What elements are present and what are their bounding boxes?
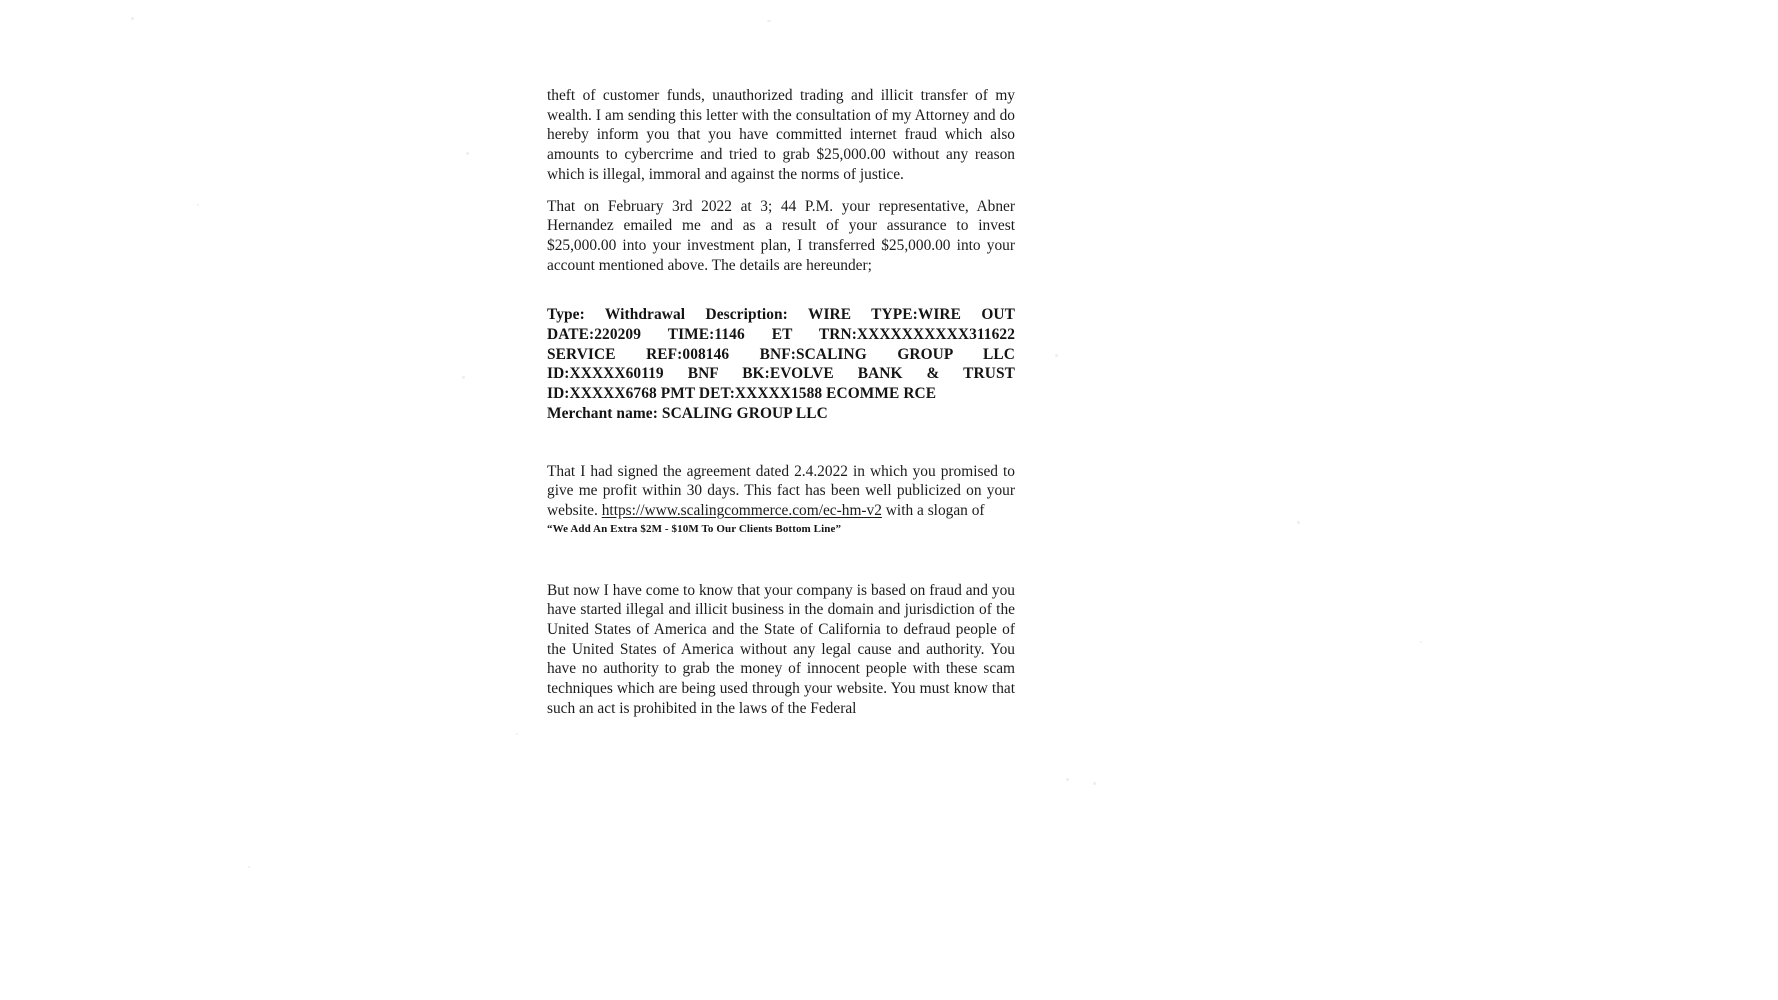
agreement-text-part-2: with a slogan of: [881, 501, 985, 519]
letter-body: [547, 86, 1015, 719]
agreement-text-part-1: That I had signed the agreement dated 2.4.2022 in which you promised to give me profit within 30 days. This fact has been well publicized on your website.: [547, 462, 1015, 519]
merchant-name-line: Merchant name: SCALING GROUP LLC: [547, 404, 828, 422]
paragraph-transfer-details: That on February 3rd 2022 at 3; 44 P.M. your representative, Abner Hernandez emailed me and as a result of your assurance to invest $25,000.00 into your investment plan, I transferred $25,000.00 into your account mentioned above. The details are hereunder;: [547, 197, 1015, 274]
paragraph-fraud-allegation: But now I have come to know that your company is based on fraud and you have started illegal and illicit business in the domain and jurisdiction of the United States of America and the State of California to defraud people of the United States of America without any legal cause and authority. You have no authority to grab the money of innocent people with these scam techniques which are being used through your website. You must know that such an act is prohibited in the laws of the Federal: [547, 581, 1015, 717]
company-slogan: “We Add An Extra $2M - $10M To Our Clients Bottom Line”: [547, 522, 842, 535]
wire-transaction-block: [547, 305, 1015, 423]
wire-transaction-details: Type: Withdrawal Description: WIRE TYPE:WIRE OUT DATE:220209 TIME:1146 ET TRN:XXXXXXXXXX311622 SERVICE REF:008146 BNF:SCALING GROUP LLC ID:XXXXX60119 BNF BK:EVOLVE BANK & TRUST ID:XXXXX6768 PMT DET:XXXXX1588 ECOMME RCE: [547, 306, 1015, 403]
paragraph-agreement: [547, 462, 1015, 537]
paragraph-spacer: [547, 275, 1015, 305]
paragraph-spacer: [547, 185, 1015, 197]
scalingcommerce-website-link[interactable]: https://www.scalingcommerce.com/ec-hm-v2: [601, 501, 882, 519]
paragraph-theft-of-funds: theft of customer funds, unauthorized trading and illicit transfer of my wealth. I am sending this letter with the consultation of my Attorney and do hereby inform you that you have committed internet fraud which also amounts to cybercrime and tried to grab $25,000.00 without any reason which is illegal, immoral and against the norms of justice.: [547, 87, 1015, 183]
paragraph-spacer: [547, 424, 1015, 462]
paragraph-spacer: [547, 537, 1015, 581]
